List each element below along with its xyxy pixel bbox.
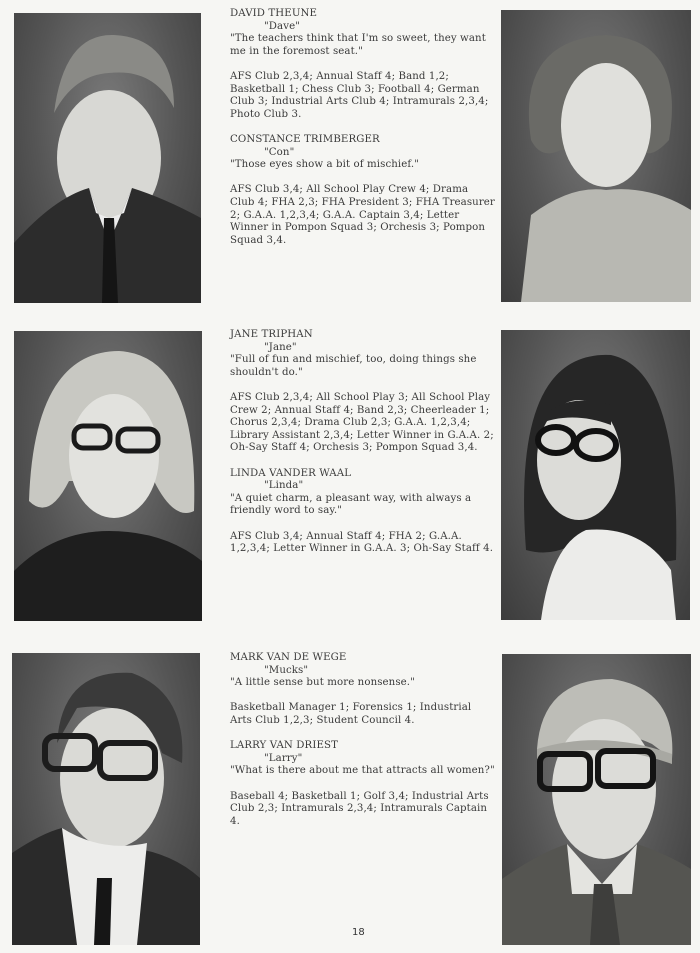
student-quote: "Those eyes show a bit of mischief." — [230, 159, 420, 171]
student-nickname: "Larry" — [264, 752, 303, 764]
student-quote: "The teachers think that I'm so sweet, they want me in the foremost seat." — [230, 33, 486, 57]
student-entries-row-3 — [230, 652, 495, 828]
student-quote: "Full of fun and mischief, too, doing things she shouldn't do." — [230, 354, 477, 378]
student-name: CONSTANCE TRIMBERGER — [230, 133, 380, 145]
student-activities: Baseball 4; Basketball 1; Golf 3,4; Industrial Arts Club 2,3; Intramurals 2,3,4; Intramurals Captain 4. — [230, 790, 489, 827]
student-nickname: "Con" — [264, 146, 295, 158]
student-activities: AFS Club 3,4; Annual Staff 4; FHA 2; G.A.A. 1,2,3,4; Letter Winner in G.A.A. 3; Oh-Say Staff 4. — [230, 530, 494, 555]
student-entry — [230, 652, 495, 728]
student-entry — [230, 740, 495, 828]
portrait-jane-triphan — [14, 331, 202, 621]
student-entry — [230, 468, 495, 556]
student-quote: "What is there about me that attracts all women?" — [230, 765, 495, 777]
student-activities: AFS Club 3,4; All School Play Crew 4; Drama Club 4; FHA 2,3; FHA President 3; FHA Treasurer 2; G.A.A. 1,2,3,4; G.A.A. Captain 3,4; Letter Winner in Pompon Squad 3; Orchesis 3; Pompon Squad 3,4. — [230, 184, 495, 246]
student-entry — [230, 134, 495, 247]
student-nickname: "Jane" — [264, 341, 297, 353]
portrait-linda-vander-waal — [501, 330, 690, 620]
page-number: 18 — [352, 927, 365, 938]
student-activities: AFS Club 2,3,4; All School Play 3; All School Play Crew 2; Annual Staff 4; Band 2,3; Cheerleader 1; Chorus 2,3,4; Drama Club 2,3; G.A.A. 1,2,3,4; Library Assistant 2,3,4; Letter Winner in G.A.A. 2; Oh-Say Staff 4; Orchesis 3; Pompon Squad 3,4. — [230, 391, 494, 454]
student-name: LINDA VANDER WAAL — [230, 467, 352, 479]
student-activities: AFS Club 2,3,4; Annual Staff 4; Band 1,2; Basketball 1; Chess Club 3; Football 4; German Club 3; Industrial Arts Club 4; Intramurals 2,3,4; Photo Club 3. — [230, 70, 489, 120]
student-name: DAVID THEUNE — [230, 8, 318, 19]
student-nickname: "Mucks" — [264, 664, 309, 676]
student-name: MARK VAN DE WEGE — [230, 652, 347, 663]
student-entries-row-2 — [230, 329, 495, 556]
portrait-larry-van-driest — [502, 654, 691, 945]
student-nickname: "Dave" — [264, 20, 300, 32]
portrait-david-theune — [14, 13, 201, 303]
portrait-mark-van-de-wege — [12, 653, 200, 945]
student-name: JANE TRIPHAN — [230, 329, 313, 340]
student-name: LARRY VAN DRIEST — [230, 740, 338, 752]
portrait-constance-trimberger — [501, 10, 691, 302]
student-entry — [230, 8, 495, 121]
student-activities: Basketball Manager 1; Forensics 1; Industrial Arts Club 1,2,3; Student Council 4. — [230, 702, 472, 726]
student-quote: "A quiet charm, a pleasant way, with always a friendly word to say." — [230, 492, 472, 517]
student-entries-row-1 — [230, 8, 495, 247]
student-entry — [230, 329, 495, 455]
student-nickname: "Linda" — [264, 480, 304, 492]
student-quote: "A little sense but more nonsense." — [230, 677, 415, 689]
